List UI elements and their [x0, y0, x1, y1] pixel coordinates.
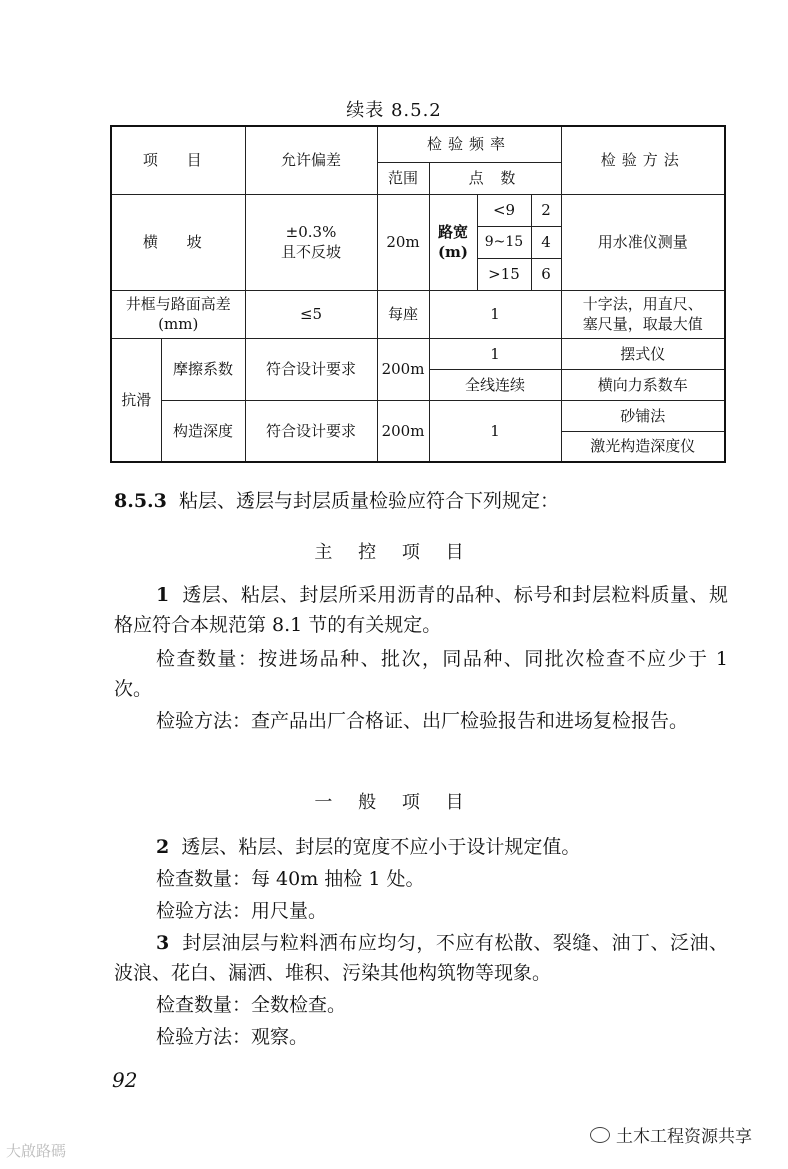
clause-text: 粘层、透层与封层质量检验应符合下列规定：	[178, 490, 559, 512]
row-slope-width-2: 9~15	[477, 226, 531, 258]
general-item-3-text: 封层油层与粒料洒布应均匀，不应有松散、裂缝、油丁、泛油、波浪、花白、漏洒、堆积、污染其他构筑物等现象。	[114, 932, 728, 984]
header-range: 范围	[377, 162, 429, 194]
row-frame-points: 1	[429, 290, 561, 338]
main-item-1-text: 透层、粘层、封层所采用沥青的品种、标号和封层粒料质量、规格应符合本规范第 8.1 节的有关规定。	[114, 584, 728, 636]
row-frame-tolerance: ≤5	[245, 290, 377, 338]
row-texture-method-1: 砂铺法	[561, 400, 725, 431]
row-slope-points-3: 6	[531, 258, 561, 290]
row-friction-range: 200m	[377, 338, 429, 400]
general-item-2-text: 透层、粘层、封层的宽度不应小于设计规定值。	[181, 836, 581, 858]
main-item-1-quantity: 检查数量：按进场品种、批次，同品种、同批次检查不应少于 1 次。	[114, 648, 728, 700]
row-slope-method: 用水准仪测量	[561, 194, 725, 290]
general-item-2	[114, 832, 728, 862]
row-friction-tolerance: 符合设计要求	[245, 338, 377, 400]
row-slope-width-3: >15	[477, 258, 531, 290]
row-slope-points-1: 2	[531, 194, 561, 226]
row-frame-item-text: 井框与路面高差	[125, 295, 231, 313]
row-slope-range: 20m	[377, 194, 429, 290]
main-control-heading: 主 控 项 目	[314, 542, 474, 563]
row-friction-method-2: 横向力系数车	[561, 369, 725, 400]
row-slope-width-label	[429, 194, 477, 290]
row-friction-points-1: 1	[429, 338, 561, 369]
row-skid-group: 抗滑	[111, 338, 161, 462]
row-slope-points-2: 4	[531, 226, 561, 258]
row-slope-tolerance	[245, 194, 377, 290]
row-texture-range: 200m	[377, 400, 429, 462]
row-slope-width-unit: (m)	[437, 243, 469, 261]
page-number: 92	[112, 1068, 138, 1092]
watermark-left: 大啟路碼	[6, 1142, 67, 1160]
row-texture-points: 1	[429, 400, 561, 462]
row-friction-method-1: 摆式仪	[561, 338, 725, 369]
general-item-3	[114, 928, 728, 988]
main-item-1-number: 1	[156, 584, 170, 606]
row-frame-method-line2: 塞尺量，取最大值	[582, 315, 703, 333]
row-frame-method-line1: 十字法，用直尺、	[582, 295, 703, 313]
row-texture-tolerance: 符合设计要求	[245, 400, 377, 462]
row-friction-points-2: 全线连续	[429, 369, 561, 400]
header-frequency: 检验频率	[377, 126, 561, 162]
row-friction-item: 摩擦系数	[161, 338, 245, 400]
table-caption: 续表 8.5.2	[346, 100, 442, 121]
wechat-icon	[590, 1127, 610, 1143]
clause-8-5-3	[114, 486, 728, 516]
header-item: 项 目	[111, 126, 245, 194]
general-item-2-number: 2	[156, 836, 170, 858]
row-texture-item: 构造深度	[161, 400, 245, 462]
main-item-1	[114, 580, 728, 640]
header-points: 点 数	[429, 162, 561, 194]
general-heading: 一 般 项 目	[314, 792, 474, 813]
general-item-3-quantity: 检查数量：全数检查。	[156, 994, 347, 1016]
row-slope-width-text: 路宽	[437, 223, 468, 241]
row-slope-tolerance-value: ±0.3%	[285, 223, 337, 241]
general-item-2-quantity: 检查数量：每 40m 抽检 1 处。	[156, 868, 425, 890]
row-slope-width-1: <9	[477, 194, 531, 226]
row-slope-item: 横 坡	[111, 194, 245, 290]
row-frame-range: 每座	[377, 290, 429, 338]
row-texture-method-2: 激光构造深度仪	[561, 431, 725, 462]
watermark-right	[590, 1122, 752, 1147]
row-frame-method	[561, 290, 725, 338]
watermark-right-text: 土木工程资源共享	[616, 1127, 752, 1147]
clause-number: 8.5.3	[114, 490, 167, 512]
row-frame-item	[111, 290, 245, 338]
header-method: 检验方法	[561, 126, 725, 194]
inspection-table	[110, 125, 726, 463]
general-item-2-method: 检验方法：用尺量。	[156, 900, 328, 922]
row-slope-tolerance-note: 且不反坡	[280, 243, 341, 261]
general-item-3-method: 检验方法：观察。	[156, 1026, 309, 1048]
header-tolerance: 允许偏差	[245, 126, 377, 194]
main-item-1-method: 检验方法：查产品出厂合格证、出厂检验报告和进场复检报告。	[156, 710, 689, 732]
general-item-3-number: 3	[156, 932, 170, 954]
row-frame-item-unit: (mm)	[158, 315, 199, 333]
